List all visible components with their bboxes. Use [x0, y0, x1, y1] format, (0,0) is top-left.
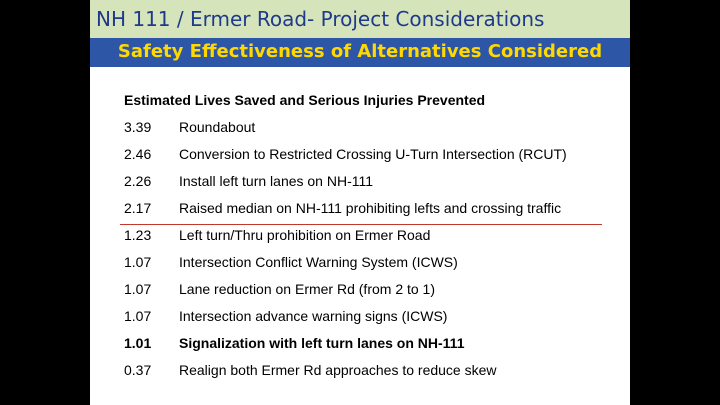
item-value: 3.39	[124, 119, 152, 135]
item-label: Intersection advance warning signs (ICWS)	[179, 308, 448, 324]
item-label: Intersection Conflict Warning System (ICWS)	[179, 254, 458, 270]
title-bar	[90, 0, 630, 38]
item-value: 1.07	[124, 308, 152, 324]
item-value: 1.23	[124, 227, 152, 243]
item-label: Signalization with left turn lanes on NH-111	[179, 335, 465, 351]
item-label: Raised median on NH-111 prohibiting lefts and crossing traffic	[179, 200, 562, 216]
item-label: Conversion to Restricted Crossing U-Turn Intersection (RCUT)	[179, 146, 567, 162]
item-value: 1.07	[124, 254, 152, 270]
list-heading: Estimated Lives Saved and Serious Injuries Prevented	[124, 92, 486, 108]
item-value: 2.46	[124, 146, 152, 162]
item-label: Left turn/Thru prohibition on Ermer Road	[179, 227, 431, 243]
item-label: Lane reduction on Ermer Rd (from 2 to 1)	[179, 281, 436, 297]
red-divider-line	[120, 224, 602, 225]
slide-subtitle: Safety Effectiveness of Alternatives Considered	[117, 41, 603, 62]
item-value: 2.26	[124, 173, 152, 189]
item-value: 1.01	[124, 335, 152, 351]
slide-title: NH 111 / Ermer Road- Project Considerations	[96, 7, 545, 31]
item-label: Realign both Ermer Rd approaches to reduce skew	[179, 362, 497, 378]
item-label: Roundabout	[179, 119, 256, 135]
item-label: Install left turn lanes on NH-111	[179, 173, 374, 189]
item-value: 1.07	[124, 281, 152, 297]
subtitle-bar	[90, 38, 630, 67]
item-value: 0.37	[124, 362, 152, 378]
slide	[90, 0, 630, 405]
item-value: 2.17	[124, 200, 152, 216]
